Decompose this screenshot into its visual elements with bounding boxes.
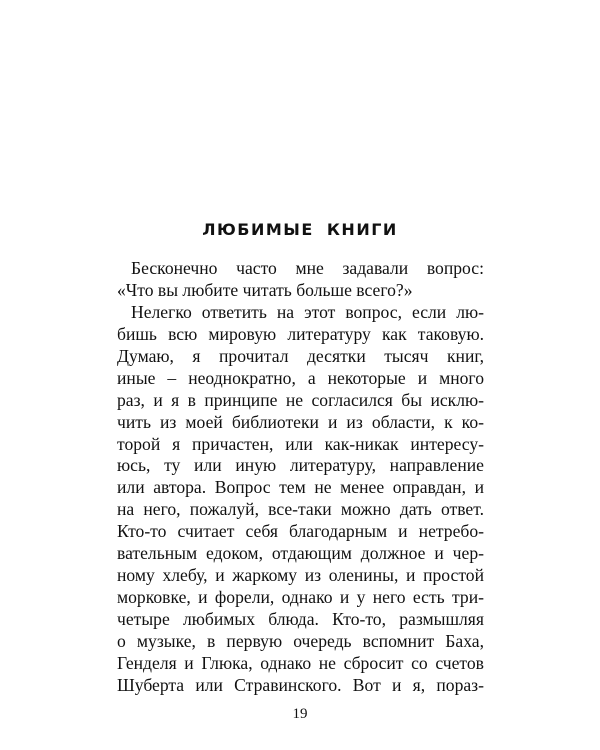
text-line: бишь всю мировую литературу как таковую.: [117, 323, 484, 344]
text-line: иные – неоднократно, а некоторые и много: [117, 367, 484, 388]
text-line: или автора. Вопрос тем не менее оправдан, и: [117, 477, 484, 498]
text-line: торой я причастен, или как-никак интересу-: [117, 433, 484, 454]
text-line: чить из моей библиотеки и из области, к ко-: [117, 411, 484, 432]
text-line: вательным едоком, отдающим должное и чер-: [117, 543, 484, 564]
text-line: Бесконечно часто мне задавали вопрос:: [131, 258, 484, 278]
text-line: четыре любимых блюда. Кто-то, размышляя: [117, 609, 484, 629]
text-line: морковке, и форели, однако и у него есть три-: [117, 587, 484, 608]
text-line: Генделя и Глюка, однако не сбросит со счетов: [117, 652, 484, 673]
text-line: раз, и я в принципе не согласился бы исклю-: [117, 389, 484, 410]
text-line: Думаю, я прочитал десятки тысяч книг,: [117, 345, 484, 366]
page-number: 19: [292, 706, 308, 722]
text-line: Кто-то считает себя благодарным и нетребо-: [117, 521, 484, 542]
text-line: Шуберта или Стравинского. Вот и я, пораз-: [117, 674, 484, 695]
text-line: о музыке, в первую очередь вспомнит Баха,: [117, 630, 484, 651]
text-line: ному хлебу, и жаркому из оленины, и простой: [117, 565, 484, 586]
text-line: Нелегко ответить на этот вопрос, если лю-: [131, 301, 484, 322]
chapter-title: ЛЮБИМЫЕ КНИГИ: [202, 220, 398, 239]
text-line: «Что вы любите читать больше всего?»: [117, 279, 413, 300]
text-line: юсь, ту или иную литературу, направление: [117, 455, 484, 476]
body-text: [117, 258, 484, 697]
text-line: на него, пожалуй, все-таки можно дать ответ.: [117, 499, 484, 520]
